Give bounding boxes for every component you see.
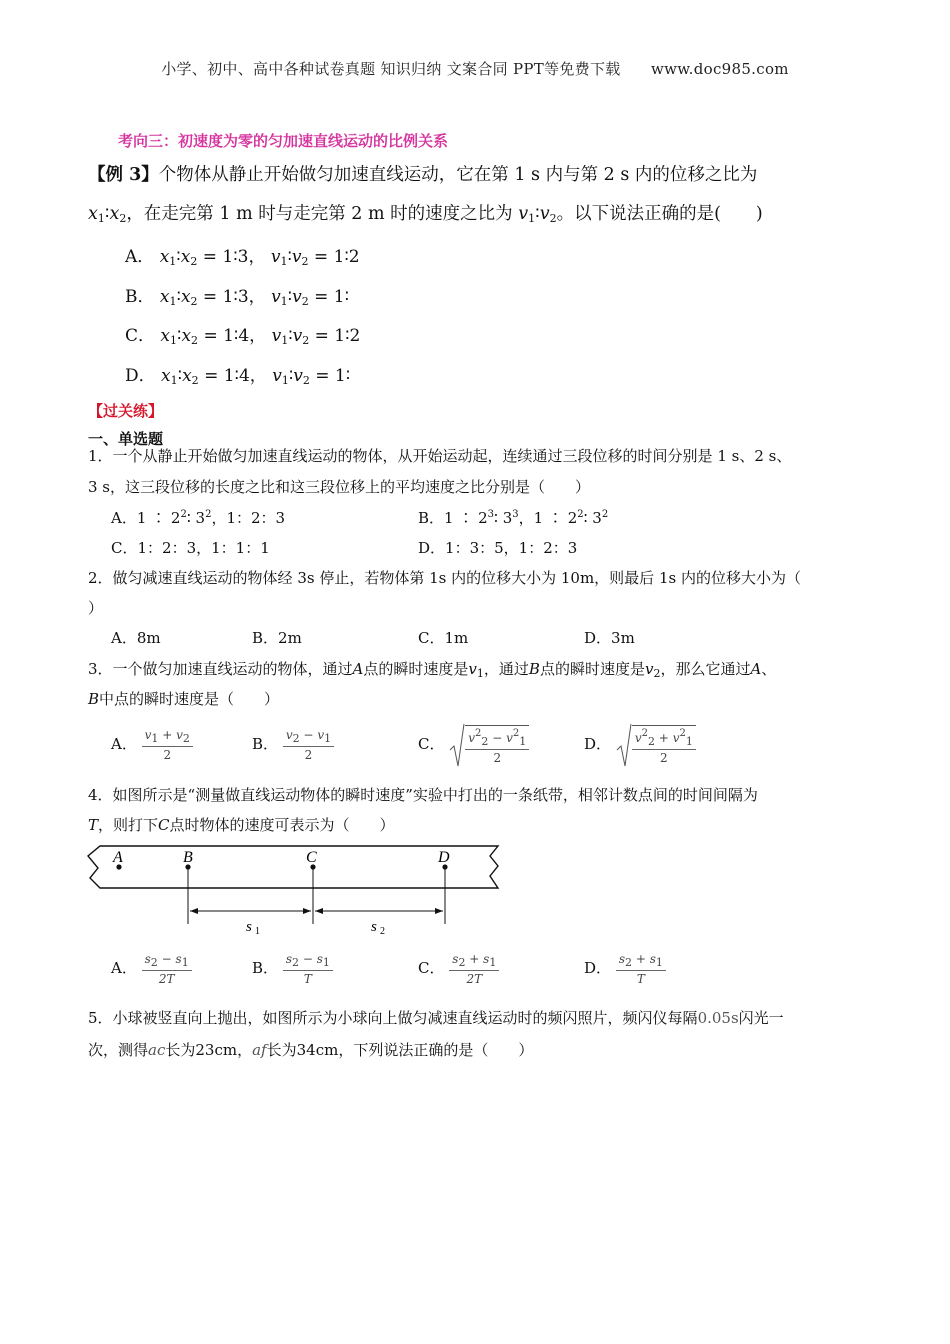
q5-line2: 次，测得ac长为23cm，af长为34cm，下列说法正确的是（ ）	[88, 1041, 534, 1059]
fraction: $\frac{s_2 - s_1}{2T}$	[142, 952, 192, 986]
fraction: $\frac{v_1 + v_2}{2}$	[142, 728, 193, 762]
q1-line1: 1．一个从静止开始做匀加速直线运动的物体，从开始运动起，连续通过三段位移的时间分别是 1 s、2 s、	[88, 447, 792, 465]
q2-option-d[interactable]: D．3m	[584, 629, 635, 647]
fraction: $\frac{s_2 - s_1}{T}$	[283, 952, 333, 986]
svg-text:2: 2	[380, 926, 385, 937]
q2-line2: ）	[88, 599, 104, 617]
q4-line2: T，则打下C点时物体的速度可表示为（ ）	[88, 816, 395, 834]
page-header	[0, 58, 950, 79]
q5-line1: 5．小球被竖直向上抛出，如图所示为小球向上做匀减速直线运动时的频闪照片，频闪仪每隔0.05s闪光一	[88, 1009, 784, 1027]
header-site[interactable]: www.doc985.com	[651, 60, 789, 78]
fraction: $\frac{s_2 + s_1}{2T}$	[449, 952, 499, 986]
s1-label: s	[246, 919, 252, 935]
example-label: 【例 3】	[88, 165, 159, 185]
sqrt-sign-icon	[449, 722, 465, 768]
q4-option-a[interactable]: A． $\frac{s_2 - s_1}{2T}$	[111, 952, 192, 986]
header-text: 小学、初中、高中各种试卷真题 知识归纳 文案合同 PPT等免费下载	[161, 60, 621, 78]
q2-line1: 2．做匀减速直线运动的物体经 3s 停止，若物体第 1s 内的位移大小为 10m，则最后 1s 内的位移大小为（	[88, 569, 801, 587]
example-option-b[interactable]: B． $x_1∶x_2$ = 1∶3， $v_1∶v_2$ = 1∶	[125, 287, 350, 308]
fraction: $\frac{v^2_2 - v^2_1}{2}$	[465, 725, 529, 765]
q1-line2: 3 s，这三段位移的长度之比和这三段位移上的平均速度之比分别是（ ）	[88, 478, 591, 496]
q4-line1: 4．如图所示是“测量做直线运动物体的瞬时速度”实验中打出的一条纸带，相邻计数点间的时间间隔为	[88, 786, 758, 804]
practice-title: 【过关练】	[88, 402, 164, 420]
q3-option-d[interactable]: D． $\frac{v^2_2 + v^2_1}{2}$	[584, 722, 696, 768]
q1-option-b[interactable]: B．1 ∶ $2^3∶$ $3^3$，1 ∶ $2^2∶$ $3^2$	[418, 509, 609, 527]
q3-line2: B中点的瞬时速度是（ ）	[88, 690, 280, 708]
section-title: 考向三：初速度为零的匀加速直线运动的比例关系	[118, 132, 449, 150]
fraction: $\frac{v_2 - v_1}{2}$	[283, 728, 334, 762]
q4-option-d[interactable]: D． $\frac{s_2 + s_1}{T}$	[584, 952, 666, 986]
example-option-a[interactable]: A． $x_1∶x_2$ = 1∶3， $v_1∶v_2$ = 1∶2	[125, 247, 360, 268]
fraction: $\frac{s_2 + s_1}{T}$	[616, 952, 666, 986]
q3-option-b[interactable]: B． $\frac{v_2 - v_1}{2}$	[252, 728, 334, 762]
q3-option-c[interactable]: C． $\frac{v^2_2 - v^2_1}{2}$	[418, 722, 529, 768]
s2-label: s	[371, 919, 377, 935]
example-option-c[interactable]: C． $x_1∶x_2$ = 1∶4， $v_1∶v_2$ = 1∶2	[125, 326, 361, 347]
paper-tape-diagram	[80, 838, 510, 938]
example-line1: 【例 3】个物体从静止开始做匀加速直线运动，它在第 1 s 内与第 2 s 内的位移之比为	[88, 165, 758, 185]
example-line2: $x_1∶x_2$，在走完第 1 m 时与走完第 2 m 时的速度之比为 $v_1∶v_2$。以下说法正确的是( )	[88, 204, 763, 225]
svg-text:1: 1	[255, 926, 260, 937]
q3-line1: 3．一个做匀加速直线运动的物体，通过A点的瞬时速度是$v_1$，通过B点的瞬时速度是$v_2$，那么它通过A、	[88, 660, 777, 680]
q1-option-c[interactable]: C．1：2：3，1：1：1	[111, 539, 270, 557]
tape-label-d: D	[438, 849, 450, 866]
practice-subtitle: 一、单选题	[88, 430, 164, 448]
q2-option-a[interactable]: A．8m	[111, 629, 161, 647]
q4-option-b[interactable]: B． $\frac{s_2 - s_1}{T}$	[252, 952, 333, 986]
q2-option-b[interactable]: B．2m	[252, 629, 302, 647]
q2-option-c[interactable]: C．1m	[418, 629, 469, 647]
q3-option-a[interactable]: A． $\frac{v_1 + v_2}{2}$	[111, 728, 193, 762]
q1-option-d[interactable]: D．1：3：5，1：2：3	[418, 539, 578, 557]
paper-tape-outline	[88, 846, 498, 888]
tape-label-b: B	[183, 849, 193, 866]
tape-label-a: A	[113, 849, 123, 866]
q1-option-a[interactable]: A．1 ∶ $2^2∶$ $3^2$，1：2：3	[111, 509, 286, 527]
tape-label-c: C	[306, 849, 317, 866]
sqrt-sign-icon	[616, 722, 632, 768]
q4-option-c[interactable]: C． $\frac{s_2 + s_1}{2T}$	[418, 952, 499, 986]
example-option-d[interactable]: D． $x_1∶x_2$ = 1∶4， $v_1∶v_2$ = 1∶	[125, 366, 351, 387]
fraction: $\frac{v^2_2 + v^2_1}{2}$	[632, 725, 696, 765]
